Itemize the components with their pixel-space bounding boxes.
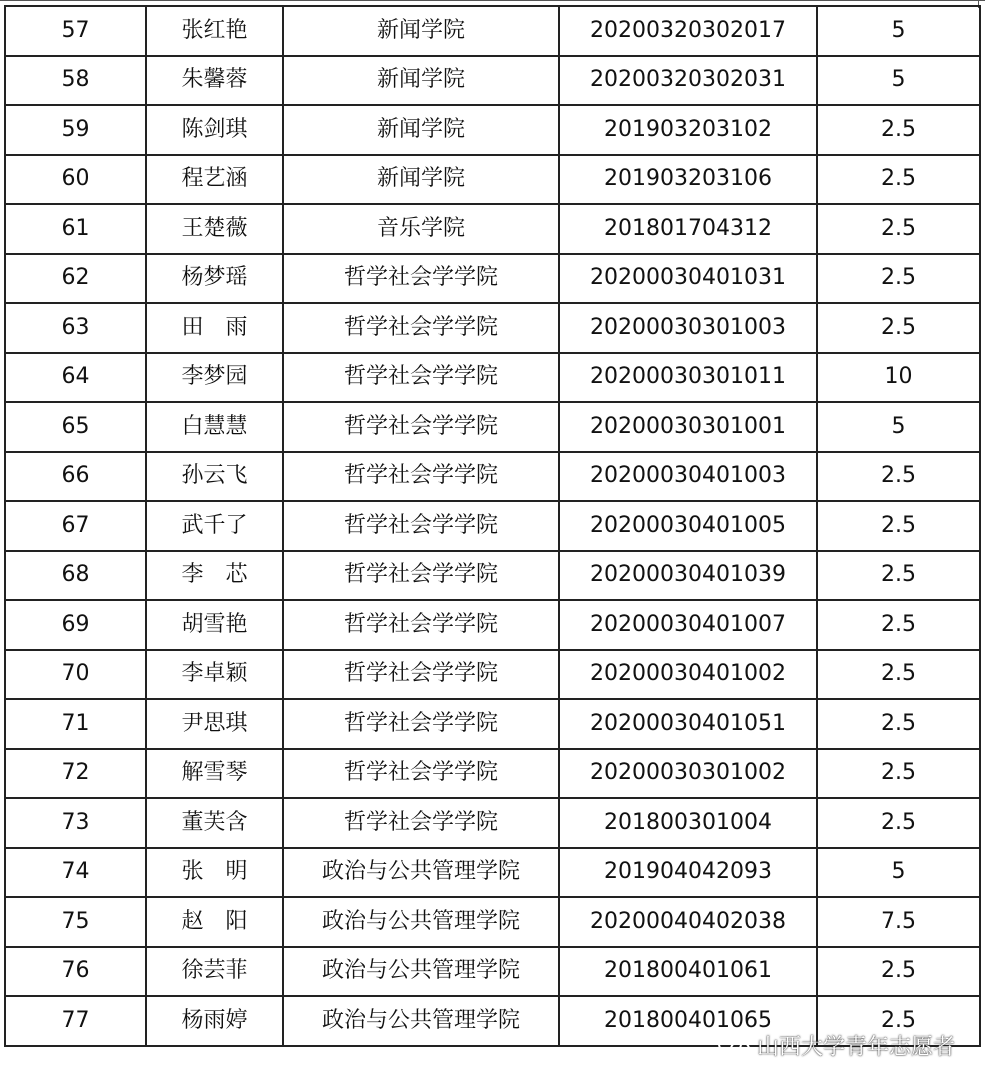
table-row [5, 798, 980, 848]
cell-index: 61 [5, 204, 146, 254]
cell-college: 哲学社会学学院 [283, 551, 559, 601]
cell-student-id: 20200030301011 [559, 353, 817, 403]
cell-hours: 2.5 [817, 303, 980, 353]
cell-name: 张红艳 [146, 6, 283, 56]
table-row [5, 452, 980, 502]
table-row [5, 6, 980, 56]
cell-index: 75 [5, 897, 146, 947]
cell-index: 71 [5, 699, 146, 749]
cell-student-id: 201800301004 [559, 798, 817, 848]
cell-name: 陈剑琪 [146, 105, 283, 155]
cell-index: 68 [5, 551, 146, 601]
cell-student-id: 20200320302017 [559, 6, 817, 56]
cell-hours: 5 [817, 6, 980, 56]
table-row [5, 204, 980, 254]
cell-index: 62 [5, 254, 146, 304]
cell-hours: 2.5 [817, 254, 980, 304]
cell-index: 58 [5, 56, 146, 106]
table-row [5, 600, 980, 650]
table-row [5, 749, 980, 799]
cell-hours: 2.5 [817, 699, 980, 749]
cell-student-id: 20200030401007 [559, 600, 817, 650]
cell-student-id: 201903203102 [559, 105, 817, 155]
cell-name: 王楚薇 [146, 204, 283, 254]
cell-student-id: 20200030301002 [559, 749, 817, 799]
cell-name: 李 芯 [146, 551, 283, 601]
cell-student-id: 20200030401051 [559, 699, 817, 749]
cell-name: 徐芸菲 [146, 947, 283, 997]
cell-name: 杨雨婷 [146, 996, 283, 1046]
cell-name: 武千了 [146, 501, 283, 551]
table-row [5, 650, 980, 700]
cell-index: 66 [5, 452, 146, 502]
cell-name: 李卓颖 [146, 650, 283, 700]
cell-name: 张 明 [146, 848, 283, 898]
cell-college: 哲学社会学学院 [283, 798, 559, 848]
table-body [5, 6, 980, 1046]
cell-hours: 7.5 [817, 897, 980, 947]
cell-college: 哲学社会学学院 [283, 501, 559, 551]
cell-college: 哲学社会学学院 [283, 699, 559, 749]
cell-hours: 2.5 [817, 798, 980, 848]
cell-index: 74 [5, 848, 146, 898]
cell-college: 哲学社会学学院 [283, 402, 559, 452]
cell-student-id: 20200030401003 [559, 452, 817, 502]
cell-index: 63 [5, 303, 146, 353]
cell-name: 白慧慧 [146, 402, 283, 452]
cell-hours: 2.5 [817, 501, 980, 551]
cell-college: 新闻学院 [283, 6, 559, 56]
cell-college: 新闻学院 [283, 105, 559, 155]
table-row [5, 947, 980, 997]
cell-college: 新闻学院 [283, 155, 559, 205]
cell-hours: 2.5 [817, 996, 980, 1046]
cell-index: 77 [5, 996, 146, 1046]
cell-index: 70 [5, 650, 146, 700]
cell-college: 哲学社会学学院 [283, 452, 559, 502]
cell-hours: 2.5 [817, 650, 980, 700]
cell-student-id: 201800401061 [559, 947, 817, 997]
cell-college: 哲学社会学学院 [283, 749, 559, 799]
table-row [5, 996, 980, 1046]
cell-college: 哲学社会学学院 [283, 600, 559, 650]
table-row [5, 402, 980, 452]
table-row [5, 303, 980, 353]
top-border-line [0, 0, 985, 1]
cell-name: 朱馨蓉 [146, 56, 283, 106]
cell-hours: 5 [817, 402, 980, 452]
cell-hours: 2.5 [817, 551, 980, 601]
cell-hours: 2.5 [817, 749, 980, 799]
cell-student-id: 20200030301001 [559, 402, 817, 452]
cell-name: 孙云飞 [146, 452, 283, 502]
table-row [5, 848, 980, 898]
cell-college: 哲学社会学学院 [283, 254, 559, 304]
cell-index: 59 [5, 105, 146, 155]
cell-hours: 2.5 [817, 452, 980, 502]
cell-student-id: 20200030301003 [559, 303, 817, 353]
watermark-text: 山西大学青年志愿者 [756, 1035, 955, 1060]
cell-index: 67 [5, 501, 146, 551]
cell-name: 赵 阳 [146, 897, 283, 947]
cell-college: 新闻学院 [283, 56, 559, 106]
volunteer-hours-table [4, 5, 981, 1047]
cell-student-id: 20200030401039 [559, 551, 817, 601]
cell-student-id: 20200320302031 [559, 56, 817, 106]
table-row [5, 56, 980, 106]
table-row [5, 551, 980, 601]
cell-index: 69 [5, 600, 146, 650]
cell-college: 哲学社会学学院 [283, 353, 559, 403]
cell-name: 尹思琪 [146, 699, 283, 749]
cell-college: 哲学社会学学院 [283, 303, 559, 353]
cell-college: 政治与公共管理学院 [283, 947, 559, 997]
cell-student-id: 20200030401005 [559, 501, 817, 551]
cell-index: 57 [5, 6, 146, 56]
cell-name: 李梦园 [146, 353, 283, 403]
cell-name: 董芙含 [146, 798, 283, 848]
cell-student-id: 201801704312 [559, 204, 817, 254]
cell-name: 杨梦瑶 [146, 254, 283, 304]
cell-index: 73 [5, 798, 146, 848]
cell-name: 田 雨 [146, 303, 283, 353]
cell-hours: 5 [817, 848, 980, 898]
cell-index: 64 [5, 353, 146, 403]
cell-student-id: 201903203106 [559, 155, 817, 205]
cell-student-id: 20200030401031 [559, 254, 817, 304]
cell-college: 政治与公共管理学院 [283, 996, 559, 1046]
cell-student-id: 20200030401002 [559, 650, 817, 700]
table-row [5, 699, 980, 749]
cell-name: 胡雪艳 [146, 600, 283, 650]
cell-name: 程艺涵 [146, 155, 283, 205]
cell-college: 哲学社会学学院 [283, 650, 559, 700]
cell-college: 音乐学院 [283, 204, 559, 254]
cell-hours: 2.5 [817, 155, 980, 205]
cell-hours: 2.5 [817, 947, 980, 997]
cell-index: 76 [5, 947, 146, 997]
cell-student-id: 20200040402038 [559, 897, 817, 947]
cell-college: 政治与公共管理学院 [283, 897, 559, 947]
cell-index: 60 [5, 155, 146, 205]
cell-index: 72 [5, 749, 146, 799]
cell-hours: 2.5 [817, 105, 980, 155]
cell-student-id: 201800401065 [559, 996, 817, 1046]
table-row [5, 501, 980, 551]
cell-hours: 2.5 [817, 600, 980, 650]
table-row [5, 155, 980, 205]
cell-hours: 10 [817, 353, 980, 403]
cell-index: 65 [5, 402, 146, 452]
cell-college: 政治与公共管理学院 [283, 848, 559, 898]
table-row [5, 254, 980, 304]
cell-name: 解雪琴 [146, 749, 283, 799]
table-row [5, 353, 980, 403]
table-row [5, 105, 980, 155]
cell-student-id: 201904042093 [559, 848, 817, 898]
cell-hours: 5 [817, 56, 980, 106]
table-row [5, 897, 980, 947]
cell-hours: 2.5 [817, 204, 980, 254]
